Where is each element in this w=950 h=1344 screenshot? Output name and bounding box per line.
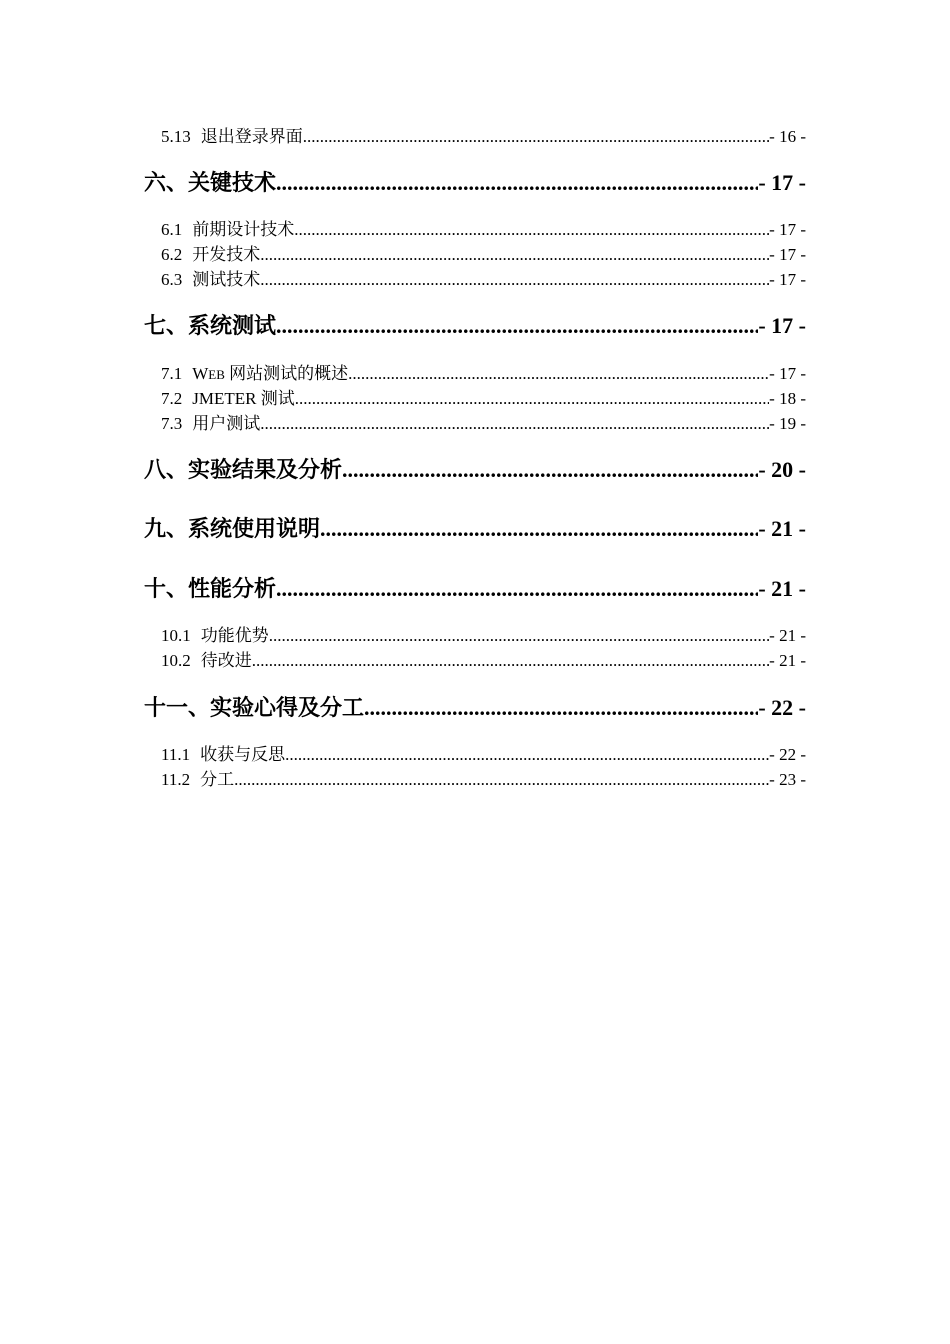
- toc-entry-title: 测试技术: [192, 270, 261, 289]
- toc-entry-title: 用户测试: [192, 414, 261, 433]
- toc-entry-10-1[interactable]: [161, 624, 806, 648]
- toc-entry-title-rest: 网站测试的概述: [229, 364, 349, 383]
- toc-dot-leader: [260, 268, 769, 292]
- toc-entry-number: 6.2: [161, 245, 183, 264]
- toc-entry-title: 实验结果及分析: [188, 457, 343, 482]
- toc-dot-leader: [342, 455, 758, 485]
- toc-entry-title: 待改进: [200, 651, 252, 670]
- toc-entry-title: 开发技术: [192, 245, 261, 264]
- toc-entry-6-3[interactable]: [161, 268, 806, 292]
- toc-page-number: - 21 -: [758, 516, 806, 541]
- toc-dot-leader: [234, 768, 769, 792]
- toc-entry-number: 10.2: [161, 651, 191, 670]
- toc-entry-title-small-caps: EB: [208, 367, 225, 382]
- toc-entry-number: 5.13: [161, 127, 191, 146]
- toc-page-number: - 20 -: [758, 457, 806, 482]
- toc-page-number: - 22 -: [769, 745, 806, 764]
- toc-entry-title: 实验心得及分工: [210, 695, 365, 720]
- toc-page-number: - 21 -: [769, 651, 806, 670]
- toc-entry-chapter-8[interactable]: [144, 455, 806, 485]
- toc-entry-7-3[interactable]: [161, 412, 806, 436]
- toc-entry-number: 十、: [144, 576, 189, 601]
- toc-entry-5-13[interactable]: [161, 125, 806, 149]
- toc-dot-leader: [348, 362, 769, 386]
- toc-entry-number: 11.2: [161, 770, 191, 789]
- toc-entry-title: 退出登录界面: [200, 127, 303, 146]
- toc-page-number: - 21 -: [758, 576, 806, 601]
- toc-page-number: - 17 -: [769, 364, 806, 383]
- toc-entry-chapter-10[interactable]: [144, 574, 806, 604]
- toc-page-number: - 19 -: [769, 414, 806, 433]
- toc-page-number: - 21 -: [769, 626, 806, 645]
- toc-dot-leader: [294, 218, 769, 242]
- toc-entry-title: 系统测试: [188, 313, 277, 338]
- toc-page-number: - 22 -: [758, 695, 806, 720]
- toc-dot-leader: [260, 412, 769, 436]
- toc-entry-number: 六、: [144, 170, 189, 195]
- toc-entry-7-2[interactable]: [161, 387, 806, 411]
- toc-entry-11-1[interactable]: [161, 743, 806, 767]
- toc-entry-title: [192, 362, 348, 386]
- toc-page-number: - 17 -: [769, 270, 806, 289]
- toc-entry-chapter-11[interactable]: [144, 693, 806, 723]
- toc-entry-number: 八、: [144, 457, 189, 482]
- toc-entry-6-2[interactable]: [161, 243, 806, 267]
- toc-entry-title: 性能分析: [188, 576, 277, 601]
- toc-dot-leader: [276, 168, 758, 198]
- toc-entry-title: 分工: [200, 770, 235, 789]
- toc-entry-title: 前期设计技术: [192, 220, 295, 239]
- toc-entry-title: 系统使用说明: [188, 516, 321, 541]
- toc-entry-title: 关键技术: [188, 170, 277, 195]
- toc-entry-number: 7.1: [161, 364, 183, 383]
- toc-entry-number: 7.3: [161, 414, 183, 433]
- toc-entry-title: JMETER 测试: [192, 389, 295, 408]
- toc-page-number: - 18 -: [769, 389, 806, 408]
- toc-entry-number: 10.1: [161, 626, 191, 645]
- toc-entry-10-2[interactable]: [161, 649, 806, 673]
- toc-entry-number: 十一、: [144, 695, 211, 720]
- toc-dot-leader: [295, 387, 769, 411]
- toc-entry-title-initial: W: [192, 364, 209, 383]
- toc-page-number: - 17 -: [769, 245, 806, 264]
- toc-entry-title: 收获与反思: [200, 745, 286, 764]
- toc-entry-chapter-6[interactable]: [144, 168, 806, 198]
- toc-dot-leader: [364, 693, 758, 723]
- toc-entry-number: 7.2: [161, 389, 183, 408]
- toc-dot-leader: [276, 311, 758, 341]
- toc-entry-6-1[interactable]: [161, 218, 806, 242]
- toc-entry-chapter-7[interactable]: [144, 311, 806, 341]
- toc-page-number: - 16 -: [769, 127, 806, 146]
- toc-entry-number: 6.1: [161, 220, 183, 239]
- toc-dot-leader: [252, 649, 769, 673]
- toc-page-number: - 17 -: [758, 170, 806, 195]
- toc-dot-leader: [285, 743, 769, 767]
- toc-entry-number: 七、: [144, 313, 189, 338]
- toc-dot-leader: [303, 125, 769, 149]
- toc-dot-leader: [276, 574, 758, 604]
- toc-entry-title: 功能优势: [200, 626, 269, 645]
- toc-entry-7-1[interactable]: [161, 362, 806, 386]
- toc-entry-number: 九、: [144, 516, 189, 541]
- toc-page-number: - 23 -: [769, 770, 806, 789]
- toc-page-number: - 17 -: [758, 313, 806, 338]
- toc-dot-leader: [320, 514, 758, 544]
- toc-dot-leader: [260, 243, 769, 267]
- toc-entry-number: 11.1: [161, 745, 191, 764]
- toc-dot-leader: [269, 624, 769, 648]
- toc-entry-chapter-9[interactable]: [144, 514, 806, 544]
- toc-entry-number: 6.3: [161, 270, 183, 289]
- toc-entry-11-2[interactable]: [161, 768, 806, 792]
- toc-page-number: - 17 -: [769, 220, 806, 239]
